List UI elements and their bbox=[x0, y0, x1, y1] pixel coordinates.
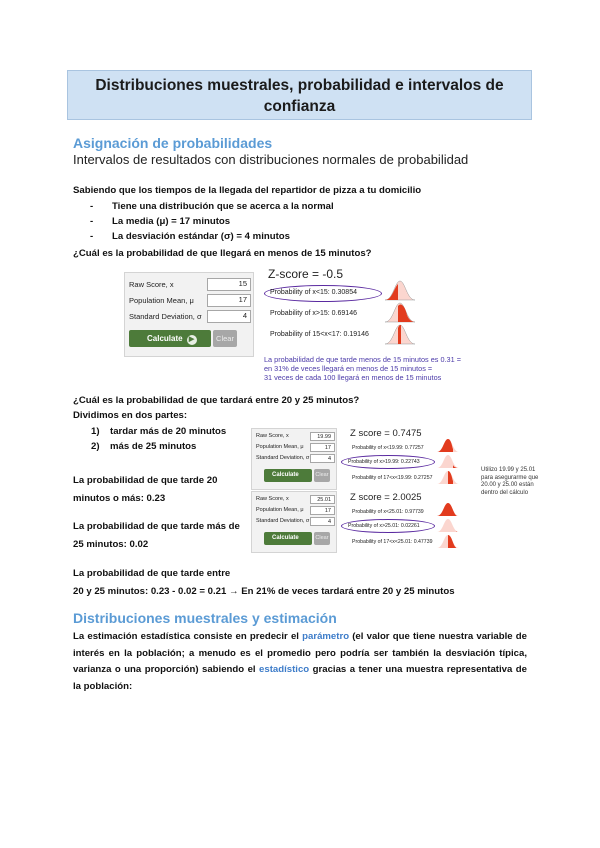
label-raw-score: Raw Score, x bbox=[256, 496, 289, 502]
intro-text: Sabiendo que los tiempos de la llegada del repartidor de pizza a tu domicilio bbox=[73, 185, 422, 196]
normal-curve-icon bbox=[437, 519, 459, 532]
term-parametro: parámetro bbox=[302, 631, 350, 642]
divide-text: Dividimos en dos partes: bbox=[73, 410, 188, 421]
probability-less: Probability of x<25.01: 0.97739 bbox=[352, 509, 424, 515]
list-item: - La desviación estándar (σ) = 4 minutos bbox=[90, 231, 290, 242]
parts-list bbox=[91, 426, 226, 456]
clear-button[interactable]: Clear bbox=[213, 330, 237, 347]
title-line-1: Distribuciones muestrales, probabilidad e intervalos de bbox=[95, 77, 504, 94]
normal-curve-icon bbox=[437, 503, 459, 516]
section-heading-estimacion: Distribuciones muestrales y estimación bbox=[73, 610, 337, 626]
zscore-result-3: Z score = 2.0025 bbox=[350, 492, 422, 503]
normal-curve-icon bbox=[385, 325, 415, 344]
question-2: ¿Cuál es la probabilidad de que tardará entre 20 y 25 minutos? bbox=[73, 395, 360, 406]
standard-deviation-input[interactable]: 4 bbox=[310, 454, 335, 463]
label-population-mean: Population Mean, μ bbox=[256, 507, 304, 513]
normal-curve-icon bbox=[437, 471, 459, 484]
label-population-mean: Population Mean, μ bbox=[256, 444, 304, 450]
side-note: Utilizo 19.99 y 25.01 para asegurarme que 20.00 y 25.00 están dentro del cálculo bbox=[481, 467, 539, 496]
assumption-list bbox=[90, 201, 334, 246]
normal-curves-2 bbox=[436, 438, 460, 486]
list-item: 2) más de 25 minutos bbox=[91, 441, 197, 452]
probability-25-text: La probabilidad de que tarde más de 25 minutos: 0.02 bbox=[73, 521, 240, 550]
normal-curve-icon bbox=[437, 439, 459, 452]
zscore-calculator-2 bbox=[251, 428, 337, 490]
population-mean-input[interactable]: 17 bbox=[310, 443, 335, 452]
estimation-paragraph: La estimación estadística consiste en predecir el parámetro (el valor que tiene nuestra variable de interés en la población; a menudo es el promedio pero podría ser también la desviación típica, varianza o una proporción) sabiendo el estadístico gracias a tener una muestra representativa de la población: bbox=[73, 631, 527, 692]
label-raw-score: Raw Score, x bbox=[256, 433, 289, 439]
probability-between: Probability of 17<x<25.01: 0.47739 bbox=[352, 539, 433, 545]
normal-curve-icon bbox=[437, 535, 459, 548]
list-item: - La media (μ) = 17 minutos bbox=[90, 216, 231, 227]
probability-20-text: La probabilidad de que tarde 20 minutos o más: 0.23 bbox=[73, 475, 218, 504]
normal-curve-icon bbox=[385, 281, 415, 300]
calculate-button[interactable]: Calculate bbox=[264, 469, 312, 482]
probability-between: Probability of 17<x<19.99: 0.27257 bbox=[352, 475, 433, 481]
normal-curve-icon bbox=[385, 303, 415, 322]
label-standard-deviation: Standard Deviation, σ bbox=[256, 455, 310, 461]
raw-score-input[interactable]: 19.99 bbox=[310, 432, 335, 441]
probability-greater: Probability of x>25.01: 0.02261 bbox=[348, 523, 420, 529]
probability-less: Probability of x<15: 0.30854 bbox=[270, 289, 357, 296]
normal-curves-1 bbox=[383, 279, 417, 347]
arrow-right-icon: ▶ bbox=[187, 335, 197, 345]
standard-deviation-input[interactable]: 4 bbox=[310, 517, 335, 526]
zscore-result-2: Z score = 0.7475 bbox=[350, 428, 422, 439]
title-line-2: confianza bbox=[263, 98, 336, 115]
list-item: 1) tardar más de 20 minutos bbox=[91, 426, 227, 437]
raw-score-input[interactable]: 15 bbox=[207, 278, 251, 291]
population-mean-input[interactable]: 17 bbox=[310, 506, 335, 515]
population-mean-input[interactable]: 17 bbox=[207, 294, 251, 307]
normal-curve-icon bbox=[437, 455, 459, 468]
raw-score-input[interactable]: 25.01 bbox=[310, 495, 335, 504]
normal-curves-3 bbox=[436, 502, 460, 550]
label-raw-score: Raw Score, x bbox=[129, 280, 174, 289]
zscore-result-1: Z-score = -0.5 bbox=[268, 267, 344, 281]
section-heading-probabilidades: Asignación de probabilidades bbox=[73, 135, 273, 151]
probability-between: Probability of 15<x<17: 0.19146 bbox=[270, 331, 369, 338]
probability-greater: Probability of x>15: 0.69146 bbox=[270, 310, 357, 317]
clear-button[interactable]: Clear bbox=[314, 469, 330, 482]
question-1: ¿Cuál es la probabilidad de que llegará en menos de 15 minutos? bbox=[73, 248, 372, 259]
standard-deviation-input[interactable]: 4 bbox=[207, 310, 251, 323]
probability-less: Probability of x<19.99: 0.77257 bbox=[352, 445, 424, 451]
zscore-calculator-1 bbox=[124, 272, 254, 357]
list-item: - Tiene una distribución que se acerca a la normal bbox=[90, 201, 334, 212]
label-standard-deviation: Standard Deviation, σ bbox=[256, 518, 310, 524]
section-subtitle: Intervalos de resultados con distribuciones normales de probabilidad bbox=[73, 152, 469, 167]
page-title bbox=[67, 70, 532, 120]
zscore-calculator-3 bbox=[251, 491, 337, 553]
probability-greater: Probability of x>19.99: 0.22743 bbox=[348, 459, 420, 465]
calculate-button[interactable]: Calculate bbox=[264, 532, 312, 545]
term-estadistico: estadístico bbox=[259, 664, 310, 675]
handwritten-note-1: La probabilidad de que tarde menos de 15 minutos es 0.31 = en 31% de veces llegará en menos de 15 minutos = 31 veces de cada 100 llegará en menos de 15 minutos bbox=[264, 355, 461, 382]
label-standard-deviation: Standard Deviation, σ bbox=[129, 312, 202, 321]
between-result-text: La probabilidad de que tarde entre 20 y 25 minutos: 0.23 - 0.02 = 0.21 → En 21% de veces tardará entre 20 y 25 minutos bbox=[73, 568, 455, 597]
label-population-mean: Population Mean, μ bbox=[129, 296, 194, 305]
clear-button[interactable]: Clear bbox=[314, 532, 330, 545]
calculate-button[interactable]: Calculate ▶ bbox=[129, 330, 211, 347]
